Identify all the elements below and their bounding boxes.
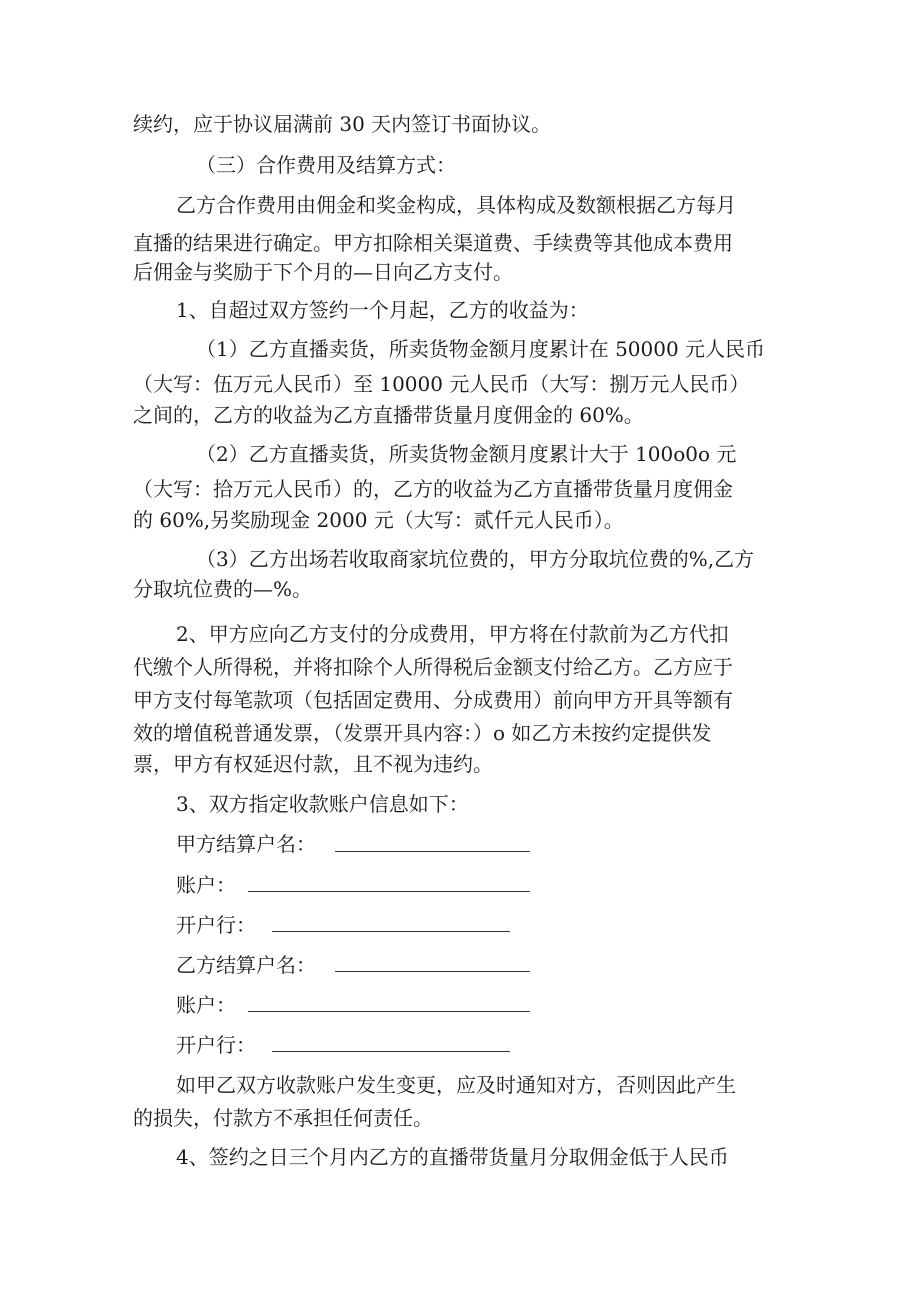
party-a-account-number-blank <box>248 891 530 892</box>
text-line: 乙方合作费用由佣金和奖金构成，具体构成及数额根据乙方每月 <box>176 193 736 217</box>
text-line: 4、签约之日三个月内乙方的直播带货量月分取佣金低于人民币 <box>176 1145 729 1169</box>
text-line: （1）乙方直播卖货，所卖货物金额月度累计在 50000 元人民币 <box>196 337 766 361</box>
party-b-account-number-blank <box>248 1011 530 1012</box>
party-b-bank-blank <box>272 1051 510 1052</box>
text-line: （大写：伍万元人民币）至 10000 元人民币（大写：捌万元人民币） <box>133 372 750 396</box>
text-line: 票，甲方有权延迟付款，且不视为违约。 <box>133 752 493 776</box>
party-b-account-number-label: 账户： <box>176 993 236 1017</box>
text-line: （大写：拾万元人民币）的，乙方的收益为乙方直播带货量月度佣金 <box>133 477 733 501</box>
text-line: 续约，应于协议届满前 30 天内签订书面协议。 <box>133 112 552 136</box>
party-b-bank-label: 开户行： <box>176 1033 256 1057</box>
party-a-bank-label: 开户行： <box>176 913 256 937</box>
text-line: 2、甲方应向乙方支付的分成费用，甲方将在付款前为乙方代扣 <box>176 622 729 646</box>
party-a-bank-blank <box>272 931 510 932</box>
text-line: 后佣金与奖励于下个月的—日向乙方支付。 <box>133 260 513 284</box>
party-b-account-name-label: 乙方结算户名： <box>176 953 316 977</box>
text-line: 如甲乙双方收款账户发生变更，应及时通知对方，否则因此产生 <box>176 1073 736 1097</box>
text-line: 的 60%,另奖励现金 2000 元（大写：贰仟元人民币）。 <box>133 508 624 532</box>
section-heading: （三）合作费用及结算方式： <box>196 153 456 177</box>
party-b-account-name-blank <box>335 971 530 972</box>
party-a-account-name-label: 甲方结算户名： <box>176 832 316 856</box>
text-line: 分取坑位费的—%。 <box>133 577 313 601</box>
party-a-account-number-label: 账户： <box>176 873 236 897</box>
text-line: 直播的结果进行确定。甲方扣除相关渠道费、手续费等其他成本费用 <box>133 231 733 255</box>
text-line: （3）乙方出场若收取商家坑位费的，甲方分取坑位费的%,乙方 <box>196 547 755 571</box>
text-line: 3、双方指定收款账户信息如下： <box>176 792 469 816</box>
text-line: 代缴个人所得税，并将扣除个人所得税后金额支付给乙方。乙方应于 <box>133 655 733 679</box>
party-a-account-name-blank <box>335 851 530 852</box>
text-line: 效的增值税普通发票，（发票开具内容：）o 如乙方未按约定提供发 <box>133 721 712 745</box>
text-line: 甲方支付每笔款项（包括固定费用、分成费用）前向甲方开具等额有 <box>133 688 733 712</box>
text-line: 之间的，乙方的收益为乙方直播带货量月度佣金的 60%。 <box>133 403 644 427</box>
text-line: 的损失，付款方不承担任何责任。 <box>133 1106 433 1130</box>
text-line: 1、自超过双方签约一个月起，乙方的收益为： <box>176 298 589 322</box>
text-line: （2）乙方直播卖货，所卖货物金额月度累计大于 100o0o 元 <box>196 442 737 466</box>
